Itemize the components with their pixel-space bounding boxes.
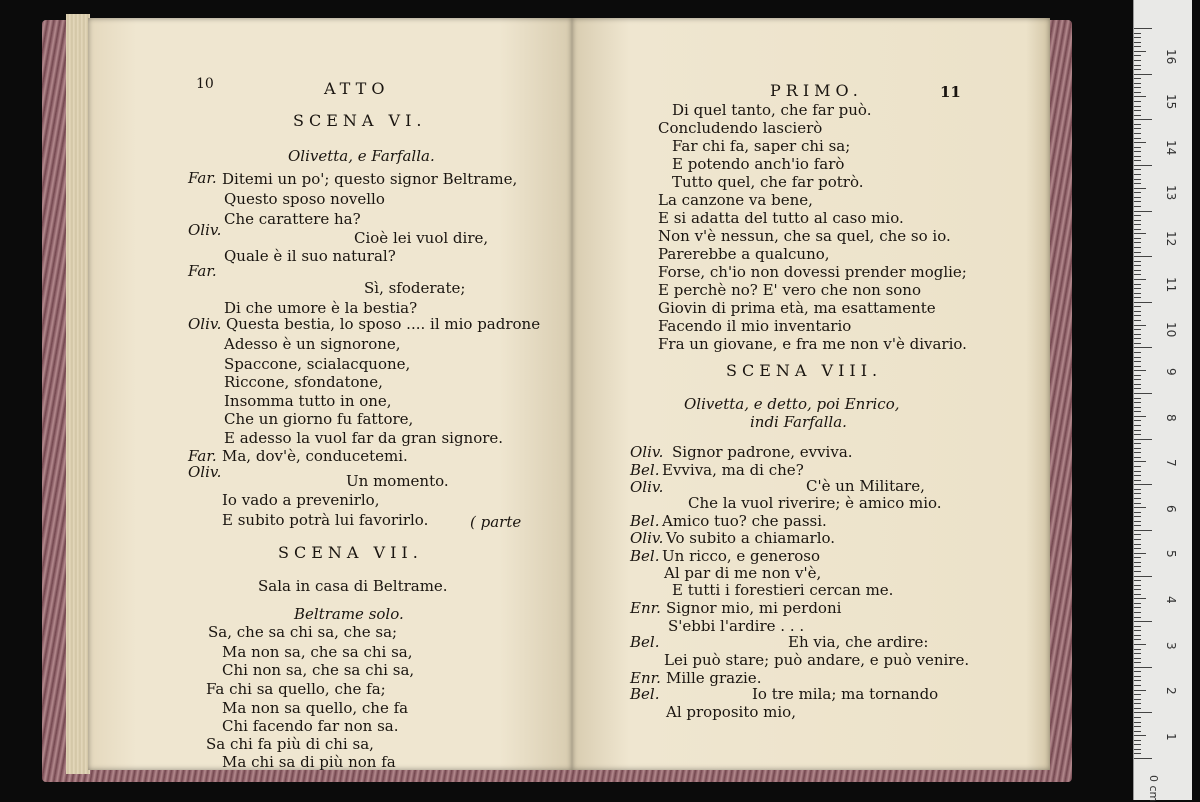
verse-line: La canzone va bene,	[658, 191, 813, 209]
ruler-tick	[1134, 649, 1141, 650]
verse-line: Al proposito mio,	[666, 703, 796, 721]
ruler-tick	[1134, 147, 1141, 148]
verse-line: Signor mio, mi perdoni	[666, 599, 842, 617]
ruler-tick	[1134, 589, 1141, 590]
ruler-tick	[1134, 334, 1141, 335]
ruler-tick	[1134, 420, 1141, 421]
verse-line: Adesso è un signorone,	[224, 335, 401, 353]
ruler-tick	[1134, 288, 1141, 289]
ruler-number: 2	[1164, 687, 1178, 695]
ruler-tick	[1134, 78, 1141, 79]
ruler-tick	[1134, 329, 1141, 330]
ruler-tick	[1134, 256, 1152, 257]
ruler-tick	[1134, 151, 1141, 152]
scene-viii-heading: SCENA VIII.	[726, 361, 883, 380]
speaker: Bel.	[630, 461, 660, 479]
ruler-tick	[1134, 694, 1141, 695]
ruler-tick	[1134, 749, 1141, 750]
ruler-tick	[1134, 735, 1146, 736]
verse-line: Un momento.	[346, 472, 449, 490]
verse-line: Io tre mila; ma tornando	[752, 685, 939, 703]
ruler-tick	[1134, 566, 1141, 567]
ruler-tick	[1134, 124, 1141, 125]
ruler-tick	[1134, 516, 1141, 517]
ruler-tick	[1134, 667, 1152, 668]
page-edges	[66, 14, 90, 774]
ruler-tick	[1134, 722, 1141, 723]
ruler-tick	[1134, 160, 1141, 161]
ruler-tick	[1134, 439, 1152, 440]
verse-line: Di che umore è la bestia?	[224, 299, 418, 317]
ruler-tick	[1134, 685, 1141, 686]
ruler-tick	[1134, 612, 1141, 613]
ruler-tick	[1134, 498, 1141, 499]
verse-line: Sì, sfoderate;	[364, 279, 466, 297]
ruler-tick	[1134, 183, 1141, 184]
verse-line: Che un giorno fu fattore,	[224, 410, 414, 428]
ruler-number: 16	[1164, 48, 1178, 64]
ruler-tick	[1134, 261, 1141, 262]
ruler-tick	[1134, 617, 1141, 618]
verse-line: Forse, ch'io non dovessi prender moglie;	[658, 263, 967, 281]
verse-line: Fra un giovane, e fra me non v'è divario.	[658, 335, 967, 353]
verse-line: Chi facendo far non sa.	[222, 717, 399, 735]
ruler-tick	[1134, 484, 1152, 485]
ruler-tick	[1134, 233, 1146, 234]
verse-line: Ditemi un po'; questo signor Beltrame,	[222, 170, 518, 188]
verse-line: Evviva, ma di che?	[662, 461, 804, 479]
ruler-tick	[1134, 74, 1152, 75]
ruler-tick	[1134, 384, 1141, 385]
ruler-tick	[1134, 512, 1141, 513]
ruler-tick	[1134, 457, 1141, 458]
ruler-tick	[1134, 165, 1152, 166]
ruler-tick	[1134, 119, 1152, 120]
ruler-tick	[1134, 206, 1141, 207]
verse-line: Amico tuo? che passi.	[662, 512, 827, 530]
running-head-left: ATTO	[324, 79, 390, 98]
verse-line: E subito potrà lui favorirlo.	[222, 511, 429, 529]
ruler-tick	[1134, 639, 1141, 640]
ruler-tick	[1134, 425, 1141, 426]
verse-line: Facendo il mio inventario	[658, 317, 852, 335]
speaker: Far.	[188, 262, 217, 280]
verse-line: Cioè lei vuol dire,	[354, 229, 489, 247]
ruler-tick	[1134, 544, 1141, 545]
left-page	[88, 18, 572, 770]
ruler-tick	[1134, 238, 1141, 239]
scene-viii-characters: indi Farfalla.	[750, 413, 847, 431]
verse-line: Non v'è nessun, che sa quel, che so io.	[658, 227, 951, 245]
measurement-ruler	[1133, 0, 1192, 800]
ruler-tick	[1134, 740, 1141, 741]
ruler-number: 6	[1164, 504, 1178, 513]
verse-line: Mille grazie.	[666, 669, 762, 687]
ruler-tick	[1134, 753, 1141, 754]
ruler-tick	[1134, 607, 1141, 608]
speaker: Oliv.	[188, 315, 222, 333]
ruler-tick	[1134, 489, 1141, 490]
ruler-tick	[1134, 708, 1141, 709]
verse-line: Riccone, sfondatone,	[224, 373, 383, 391]
verse-line: Far chi fa, saper chi sa;	[672, 137, 851, 155]
ruler-number: 15	[1164, 94, 1178, 110]
ruler-tick	[1134, 293, 1141, 294]
ruler-tick	[1134, 306, 1141, 307]
verse-line: Chi non sa, che sa chi sa,	[222, 661, 415, 679]
verse-line: E si adatta del tutto al caso mio.	[658, 209, 904, 227]
verse-line: Spaccone, scialacquone,	[224, 355, 411, 373]
ruler-tick	[1134, 375, 1141, 376]
stage-direction: ( parte	[470, 513, 522, 531]
ruler-tick	[1134, 274, 1141, 275]
ruler-tick	[1134, 525, 1141, 526]
speaker: Bel.	[630, 633, 660, 651]
ruler-tick	[1134, 398, 1141, 399]
verse-line: Di quel tanto, che far può.	[672, 101, 872, 119]
verse-line: Giovin di prima età, ma esattamente	[658, 299, 936, 317]
ruler-tick	[1134, 434, 1141, 435]
verse-line: Che la vuol riverire; è amico mio.	[688, 494, 942, 512]
verse-line: Che carattere ha?	[224, 210, 361, 228]
ruler-number: 11	[1164, 276, 1178, 292]
verse-line: Sa chi fa più di chi sa,	[206, 735, 374, 753]
ruler-tick	[1134, 416, 1146, 417]
ruler-tick	[1134, 571, 1141, 572]
scene-vii-characters: Beltrame solo.	[294, 605, 404, 623]
ruler-tick	[1134, 644, 1146, 645]
ruler-tick	[1134, 284, 1141, 285]
ruler-tick	[1134, 594, 1141, 595]
ruler-tick	[1134, 553, 1146, 554]
verse-line: Questo sposo novello	[224, 190, 385, 208]
speaker: Bel.	[630, 685, 660, 703]
verse-line: Un ricco, e generoso	[662, 547, 820, 565]
ruler-number: 9	[1164, 367, 1178, 376]
verse-line: Signor padrone, evviva.	[672, 443, 853, 461]
scene-vii-setting: Sala in casa di Beltrame.	[258, 577, 448, 595]
ruler-number: 3	[1164, 641, 1178, 650]
verse-line: Eh via, che ardire:	[788, 633, 929, 651]
ruler-number: 14	[1164, 139, 1178, 156]
verse-line: Al par di me non v'è,	[664, 564, 822, 582]
verse-line: E adesso la vuol far da gran signore.	[224, 429, 504, 447]
ruler-tick	[1134, 188, 1146, 189]
ruler-number: 10	[1164, 322, 1178, 338]
ruler-tick	[1134, 671, 1141, 672]
verse-line: Ma, dov'è, conducetemi.	[222, 447, 408, 465]
ruler-tick	[1134, 302, 1152, 303]
speaker: Far.	[188, 169, 217, 187]
speaker: Oliv.	[188, 221, 222, 239]
running-head-right: PRIMO.	[770, 81, 863, 100]
ruler-tick	[1134, 461, 1146, 462]
ruler-tick	[1134, 106, 1141, 107]
verse-line: E tutti i forestieri cercan me.	[672, 581, 894, 599]
ruler-tick	[1134, 630, 1141, 631]
verse-line: C'è un Militare,	[806, 477, 925, 495]
ruler-tick	[1134, 69, 1141, 70]
speaker: Oliv.	[630, 443, 664, 461]
ruler-tick	[1134, 101, 1141, 102]
scene-vi-characters: Olivetta, e Farfalla.	[288, 147, 435, 165]
ruler-tick	[1134, 229, 1141, 230]
ruler-tick	[1134, 242, 1141, 243]
speaker: Oliv.	[630, 478, 664, 496]
ruler-tick	[1134, 279, 1146, 280]
ruler-tick	[1134, 712, 1152, 713]
ruler-tick	[1134, 338, 1141, 339]
ruler-tick	[1134, 471, 1141, 472]
ruler-tick	[1134, 215, 1141, 216]
verse-line: Concludendo lascierò	[658, 119, 823, 137]
ruler-tick	[1134, 539, 1141, 540]
verse-line: Ma non sa, che sa chi sa,	[222, 643, 413, 661]
ruler-tick	[1134, 133, 1141, 134]
ruler-tick	[1134, 197, 1141, 198]
ruler-tick	[1134, 503, 1141, 504]
ruler-tick	[1134, 676, 1141, 677]
ruler-tick	[1134, 703, 1141, 704]
scene-vii-heading: SCENA VII.	[278, 543, 423, 562]
ruler-tick	[1134, 115, 1141, 116]
ruler-unit-label: 0 cm	[1147, 775, 1160, 802]
ruler-tick	[1134, 28, 1152, 29]
ruler-tick	[1134, 388, 1141, 389]
ruler-tick	[1134, 60, 1141, 61]
ruler-tick	[1134, 402, 1141, 403]
ruler-number: 12	[1164, 231, 1178, 247]
ruler-tick	[1134, 224, 1141, 225]
speaker: Far.	[188, 447, 217, 465]
ruler-tick	[1134, 297, 1141, 298]
ruler-tick	[1134, 110, 1141, 111]
ruler-number: 13	[1164, 185, 1178, 201]
ruler-tick	[1134, 548, 1141, 549]
ruler-tick	[1134, 626, 1141, 627]
ruler-tick	[1134, 92, 1141, 93]
ruler-tick	[1134, 311, 1141, 312]
page-number-left: 10	[196, 76, 214, 92]
ruler-number: 7	[1164, 459, 1178, 467]
ruler-tick	[1134, 603, 1141, 604]
speaker: Bel.	[630, 512, 660, 530]
ruler-tick	[1134, 466, 1141, 467]
ruler-tick	[1134, 744, 1141, 745]
verse-line: Sa, che sa chi sa, che sa;	[208, 623, 398, 641]
ruler-tick	[1134, 247, 1141, 248]
ruler-tick	[1134, 690, 1146, 691]
speaker: Bel.	[630, 547, 660, 565]
ruler-tick	[1134, 51, 1146, 52]
ruler-number: 5	[1164, 550, 1178, 559]
ruler-number: 1	[1164, 732, 1178, 741]
ruler-tick	[1134, 252, 1141, 253]
ruler-tick	[1134, 128, 1141, 129]
verse-line: Ma chi sa di più non fa	[222, 753, 396, 771]
speaker: Enr.	[630, 669, 661, 687]
ruler-tick	[1134, 507, 1146, 508]
verse-line: Io vado a prevenirlo,	[222, 491, 380, 509]
ruler-tick	[1134, 343, 1141, 344]
ruler-tick	[1134, 480, 1141, 481]
ruler-tick	[1134, 201, 1141, 202]
ruler-number: 4	[1164, 596, 1178, 604]
ruler-tick	[1134, 138, 1141, 139]
ruler-tick	[1134, 46, 1141, 47]
ruler-tick	[1134, 658, 1141, 659]
ruler-tick	[1134, 475, 1141, 476]
ruler-tick	[1134, 366, 1141, 367]
ruler-tick	[1134, 393, 1152, 394]
ruler-tick	[1134, 585, 1141, 586]
ruler-tick	[1134, 357, 1141, 358]
verse-line: Ma non sa quello, che fa	[222, 699, 409, 717]
ruler-tick	[1134, 731, 1141, 732]
verse-line: S'ebbi l'ardire . . .	[668, 617, 805, 635]
speaker: Oliv.	[188, 463, 222, 481]
verse-line: Lei può stare; può andare, e può venire.	[664, 651, 970, 669]
verse-line: Fa chi sa quello, che fa;	[206, 680, 386, 698]
ruler-tick	[1134, 717, 1141, 718]
ruler-tick	[1134, 361, 1141, 362]
ruler-tick	[1134, 42, 1141, 43]
verse-line: Quale è il suo natural?	[224, 247, 396, 265]
ruler-tick	[1134, 621, 1152, 622]
ruler-tick	[1134, 562, 1141, 563]
ruler-tick	[1134, 211, 1152, 212]
ruler-tick	[1134, 726, 1141, 727]
verse-line: E perchè no? E' vero che non sono	[658, 281, 921, 299]
verse-line: Questa bestia, lo sposo .... il mio padrone	[226, 315, 541, 333]
ruler-tick	[1134, 87, 1141, 88]
scene-viii-characters: Olivetta, e detto, poi Enrico,	[684, 395, 900, 413]
ruler-tick	[1134, 452, 1141, 453]
ruler-tick	[1134, 347, 1152, 348]
ruler-tick	[1134, 662, 1141, 663]
speaker: Enr.	[630, 599, 661, 617]
ruler-tick	[1134, 315, 1141, 316]
ruler-tick	[1134, 320, 1141, 321]
ruler-tick	[1134, 37, 1141, 38]
ruler-tick	[1134, 220, 1141, 221]
ruler-tick	[1134, 699, 1141, 700]
ruler-tick	[1134, 534, 1141, 535]
ruler-tick	[1134, 156, 1141, 157]
ruler-tick	[1134, 407, 1141, 408]
ruler-tick	[1134, 33, 1141, 34]
right-page	[572, 18, 1050, 770]
ruler-tick	[1134, 580, 1141, 581]
ruler-tick	[1134, 325, 1146, 326]
verse-line: Parerebbe a qualcuno,	[658, 245, 830, 263]
speaker: Oliv.	[630, 529, 664, 547]
ruler-tick	[1134, 83, 1141, 84]
ruler-tick	[1134, 174, 1141, 175]
ruler-tick	[1134, 411, 1141, 412]
ruler-tick	[1134, 680, 1141, 681]
verse-line: Insomma tutto in one,	[224, 392, 392, 410]
ruler-tick	[1134, 521, 1141, 522]
ruler-tick	[1134, 635, 1141, 636]
ruler-tick	[1134, 653, 1141, 654]
ruler-tick	[1134, 530, 1152, 531]
ruler-tick	[1134, 142, 1146, 143]
ruler-tick	[1134, 370, 1146, 371]
page-number-right: 11	[940, 83, 961, 101]
ruler-tick	[1134, 379, 1141, 380]
ruler-tick	[1134, 576, 1152, 577]
ruler-tick	[1134, 179, 1141, 180]
ruler-tick	[1134, 96, 1146, 97]
ruler-number: 8	[1164, 413, 1178, 422]
verse-line: Vo subito a chiamarlo.	[666, 529, 836, 547]
ruler-tick	[1134, 557, 1141, 558]
ruler-tick	[1134, 758, 1152, 759]
ruler-tick	[1134, 270, 1141, 271]
ruler-tick	[1134, 448, 1141, 449]
ruler-tick	[1134, 169, 1141, 170]
ruler-tick	[1134, 493, 1141, 494]
verse-line: E potendo anch'io farò	[672, 155, 845, 173]
ruler-tick	[1134, 598, 1146, 599]
ruler-tick	[1134, 443, 1141, 444]
verse-line: Tutto quel, che far potrò.	[672, 173, 864, 191]
ruler-tick	[1134, 65, 1141, 66]
ruler-tick	[1134, 55, 1141, 56]
ruler-tick	[1134, 265, 1141, 266]
scene-vi-heading: SCENA VI.	[293, 111, 427, 130]
ruler-tick	[1134, 430, 1141, 431]
ruler-tick	[1134, 352, 1141, 353]
ruler-tick	[1134, 192, 1141, 193]
